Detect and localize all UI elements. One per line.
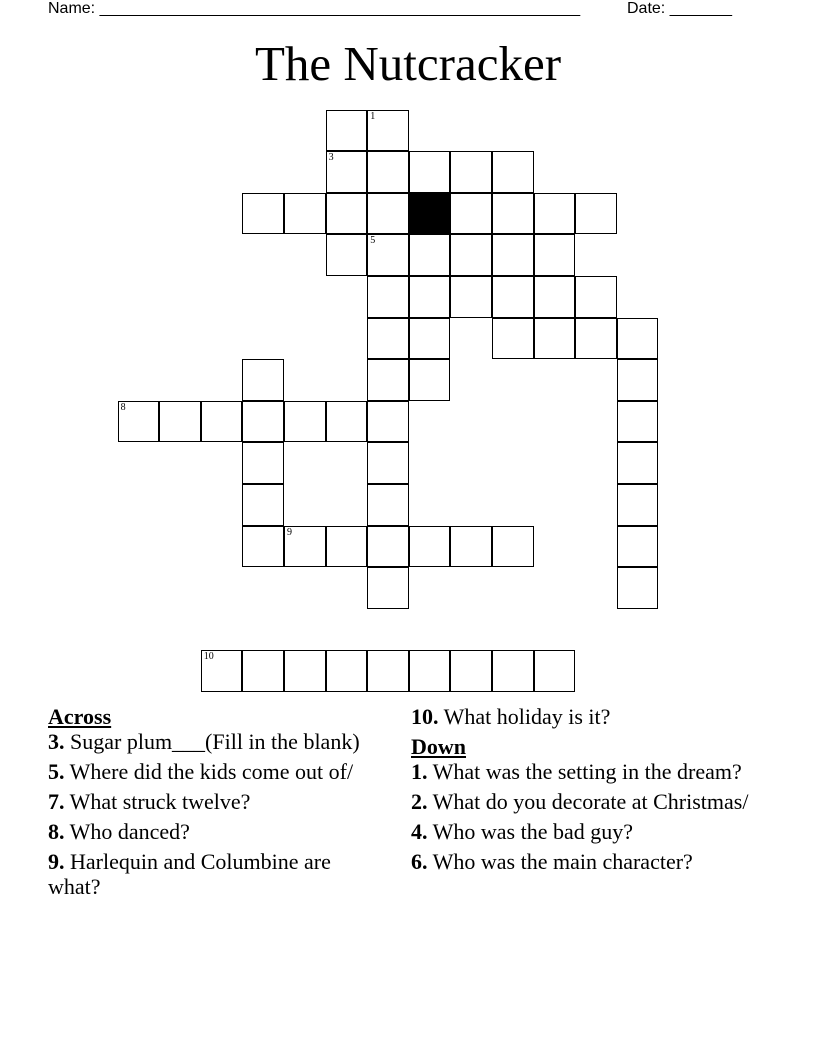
- grid-cell[interactable]: [450, 151, 492, 193]
- grid-cell[interactable]: [242, 442, 284, 484]
- grid-cell[interactable]: [450, 650, 492, 692]
- clue-text: Harlequin and Columbine are what?: [48, 849, 331, 899]
- cell-number: 5: [370, 235, 376, 247]
- grid-cell[interactable]: [409, 234, 451, 276]
- grid-cell[interactable]: [534, 193, 576, 235]
- grid-cell[interactable]: [409, 151, 451, 193]
- grid-block-cell: [409, 193, 451, 235]
- grid-cell[interactable]: [118, 401, 160, 443]
- clue-number: 3.: [48, 729, 65, 754]
- grid-cell[interactable]: [284, 401, 326, 443]
- name-field-label: Name: ______________________________________________________: [48, 0, 581, 17]
- cell-number: 3: [328, 152, 334, 164]
- clue-number: 2.: [411, 789, 428, 814]
- grid-cell[interactable]: [367, 359, 409, 401]
- clue-text: Sugar plum___(Fill in the blank): [64, 729, 360, 754]
- clue-number: 9.: [48, 849, 65, 874]
- clue-number: 8.: [48, 819, 65, 844]
- clue-down-6: [411, 849, 751, 874]
- grid-cell[interactable]: [367, 151, 409, 193]
- grid-cell[interactable]: [326, 650, 368, 692]
- down-heading: Down: [411, 734, 467, 759]
- grid-cell[interactable]: [367, 567, 409, 609]
- grid-cell[interactable]: [617, 567, 659, 609]
- grid-cell[interactable]: [450, 234, 492, 276]
- clue-text: Who was the main character?: [427, 849, 693, 874]
- grid-cell[interactable]: [367, 276, 409, 318]
- grid-cell[interactable]: [409, 276, 451, 318]
- grid-cell[interactable]: [492, 151, 534, 193]
- grid-cell[interactable]: [326, 234, 368, 276]
- grid-cell[interactable]: [284, 650, 326, 692]
- clue-text: What do you decorate at Christmas/: [427, 789, 749, 814]
- grid-cell[interactable]: [534, 650, 576, 692]
- grid-cell[interactable]: [284, 193, 326, 235]
- grid-cell[interactable]: [575, 193, 617, 235]
- grid-cell[interactable]: [534, 234, 576, 276]
- puzzle-title: The Nutcracker: [254, 36, 562, 91]
- grid-cell[interactable]: [617, 359, 659, 401]
- grid-cell[interactable]: [450, 526, 492, 568]
- grid-cell[interactable]: [492, 318, 534, 360]
- grid-cell[interactable]: [242, 193, 284, 235]
- clue-text: What holiday is it?: [438, 704, 611, 729]
- clue-across-7: [48, 789, 388, 814]
- clue-down-2: [411, 789, 751, 814]
- clue-across-9: [48, 849, 388, 899]
- grid-cell[interactable]: [617, 484, 659, 526]
- grid-cell[interactable]: [367, 110, 409, 152]
- grid-cell[interactable]: [242, 484, 284, 526]
- grid-cell[interactable]: [367, 650, 409, 692]
- cell-number: 9: [287, 526, 292, 538]
- grid-cell[interactable]: [492, 193, 534, 235]
- grid-cell[interactable]: [242, 359, 284, 401]
- across-heading: Across: [48, 704, 112, 729]
- grid-cell[interactable]: [617, 442, 659, 484]
- grid-cell[interactable]: [409, 526, 451, 568]
- grid-cell[interactable]: [242, 650, 284, 692]
- clue-number: 4.: [411, 819, 428, 844]
- clue-number: 10.: [411, 704, 439, 729]
- clue-across-5: [48, 759, 388, 784]
- grid-cell[interactable]: [367, 318, 409, 360]
- clue-number: 7.: [48, 789, 65, 814]
- grid-cell[interactable]: [326, 526, 368, 568]
- clue-down-4: [411, 819, 751, 844]
- clue-text: What was the setting in the dream?: [427, 759, 742, 784]
- clue-number: 1.: [411, 759, 428, 784]
- grid-cell[interactable]: [326, 401, 368, 443]
- grid-cell[interactable]: [492, 526, 534, 568]
- grid-cell[interactable]: [575, 318, 617, 360]
- grid-cell[interactable]: [367, 526, 409, 568]
- grid-cell[interactable]: [617, 526, 659, 568]
- cell-number: 1: [370, 110, 376, 122]
- grid-cell[interactable]: [409, 359, 451, 401]
- cell-number: 8: [120, 401, 126, 413]
- across-clues: [48, 704, 388, 904]
- grid-cell[interactable]: [326, 151, 368, 193]
- clue-number: 5.: [48, 759, 65, 784]
- grid-cell[interactable]: [575, 276, 617, 318]
- grid-cell[interactable]: [492, 650, 534, 692]
- grid-cell[interactable]: [242, 526, 284, 568]
- grid-cell[interactable]: [326, 110, 368, 152]
- grid-cell[interactable]: [201, 401, 243, 443]
- grid-cell[interactable]: [159, 401, 201, 443]
- grid-cell[interactable]: [492, 234, 534, 276]
- grid-cell[interactable]: [367, 442, 409, 484]
- grid-cell[interactable]: [534, 276, 576, 318]
- down-clues: [411, 704, 751, 879]
- clue-across-10: [411, 704, 751, 729]
- grid-cell[interactable]: [450, 193, 492, 235]
- clue-across-3: [48, 729, 388, 754]
- cell-number: 10: [203, 651, 214, 663]
- grid-cell[interactable]: [450, 276, 492, 318]
- grid-cell[interactable]: [617, 401, 659, 443]
- clue-down-1: [411, 759, 751, 784]
- clue-text: Who was the bad guy?: [427, 819, 633, 844]
- grid-cell[interactable]: [492, 276, 534, 318]
- grid-cell[interactable]: [409, 318, 451, 360]
- clue-number: 6.: [411, 849, 428, 874]
- grid-cell[interactable]: [367, 193, 409, 235]
- grid-cell[interactable]: [201, 650, 243, 692]
- grid-cell[interactable]: [284, 526, 326, 568]
- clue-text: Where did the kids come out of/: [64, 759, 354, 784]
- clue-text: Who danced?: [64, 819, 190, 844]
- grid-cell[interactable]: [409, 650, 451, 692]
- grid-cell[interactable]: [617, 318, 659, 360]
- clue-across-8: [48, 819, 388, 844]
- grid-cell[interactable]: [242, 401, 284, 443]
- grid-cell[interactable]: [367, 484, 409, 526]
- grid-cell[interactable]: [367, 401, 409, 443]
- grid-cell[interactable]: [534, 318, 576, 360]
- grid-cell[interactable]: [326, 193, 368, 235]
- date-field-label: Date: _______: [627, 0, 732, 17]
- grid-cell[interactable]: [367, 234, 409, 276]
- clue-text: What struck twelve?: [64, 789, 251, 814]
